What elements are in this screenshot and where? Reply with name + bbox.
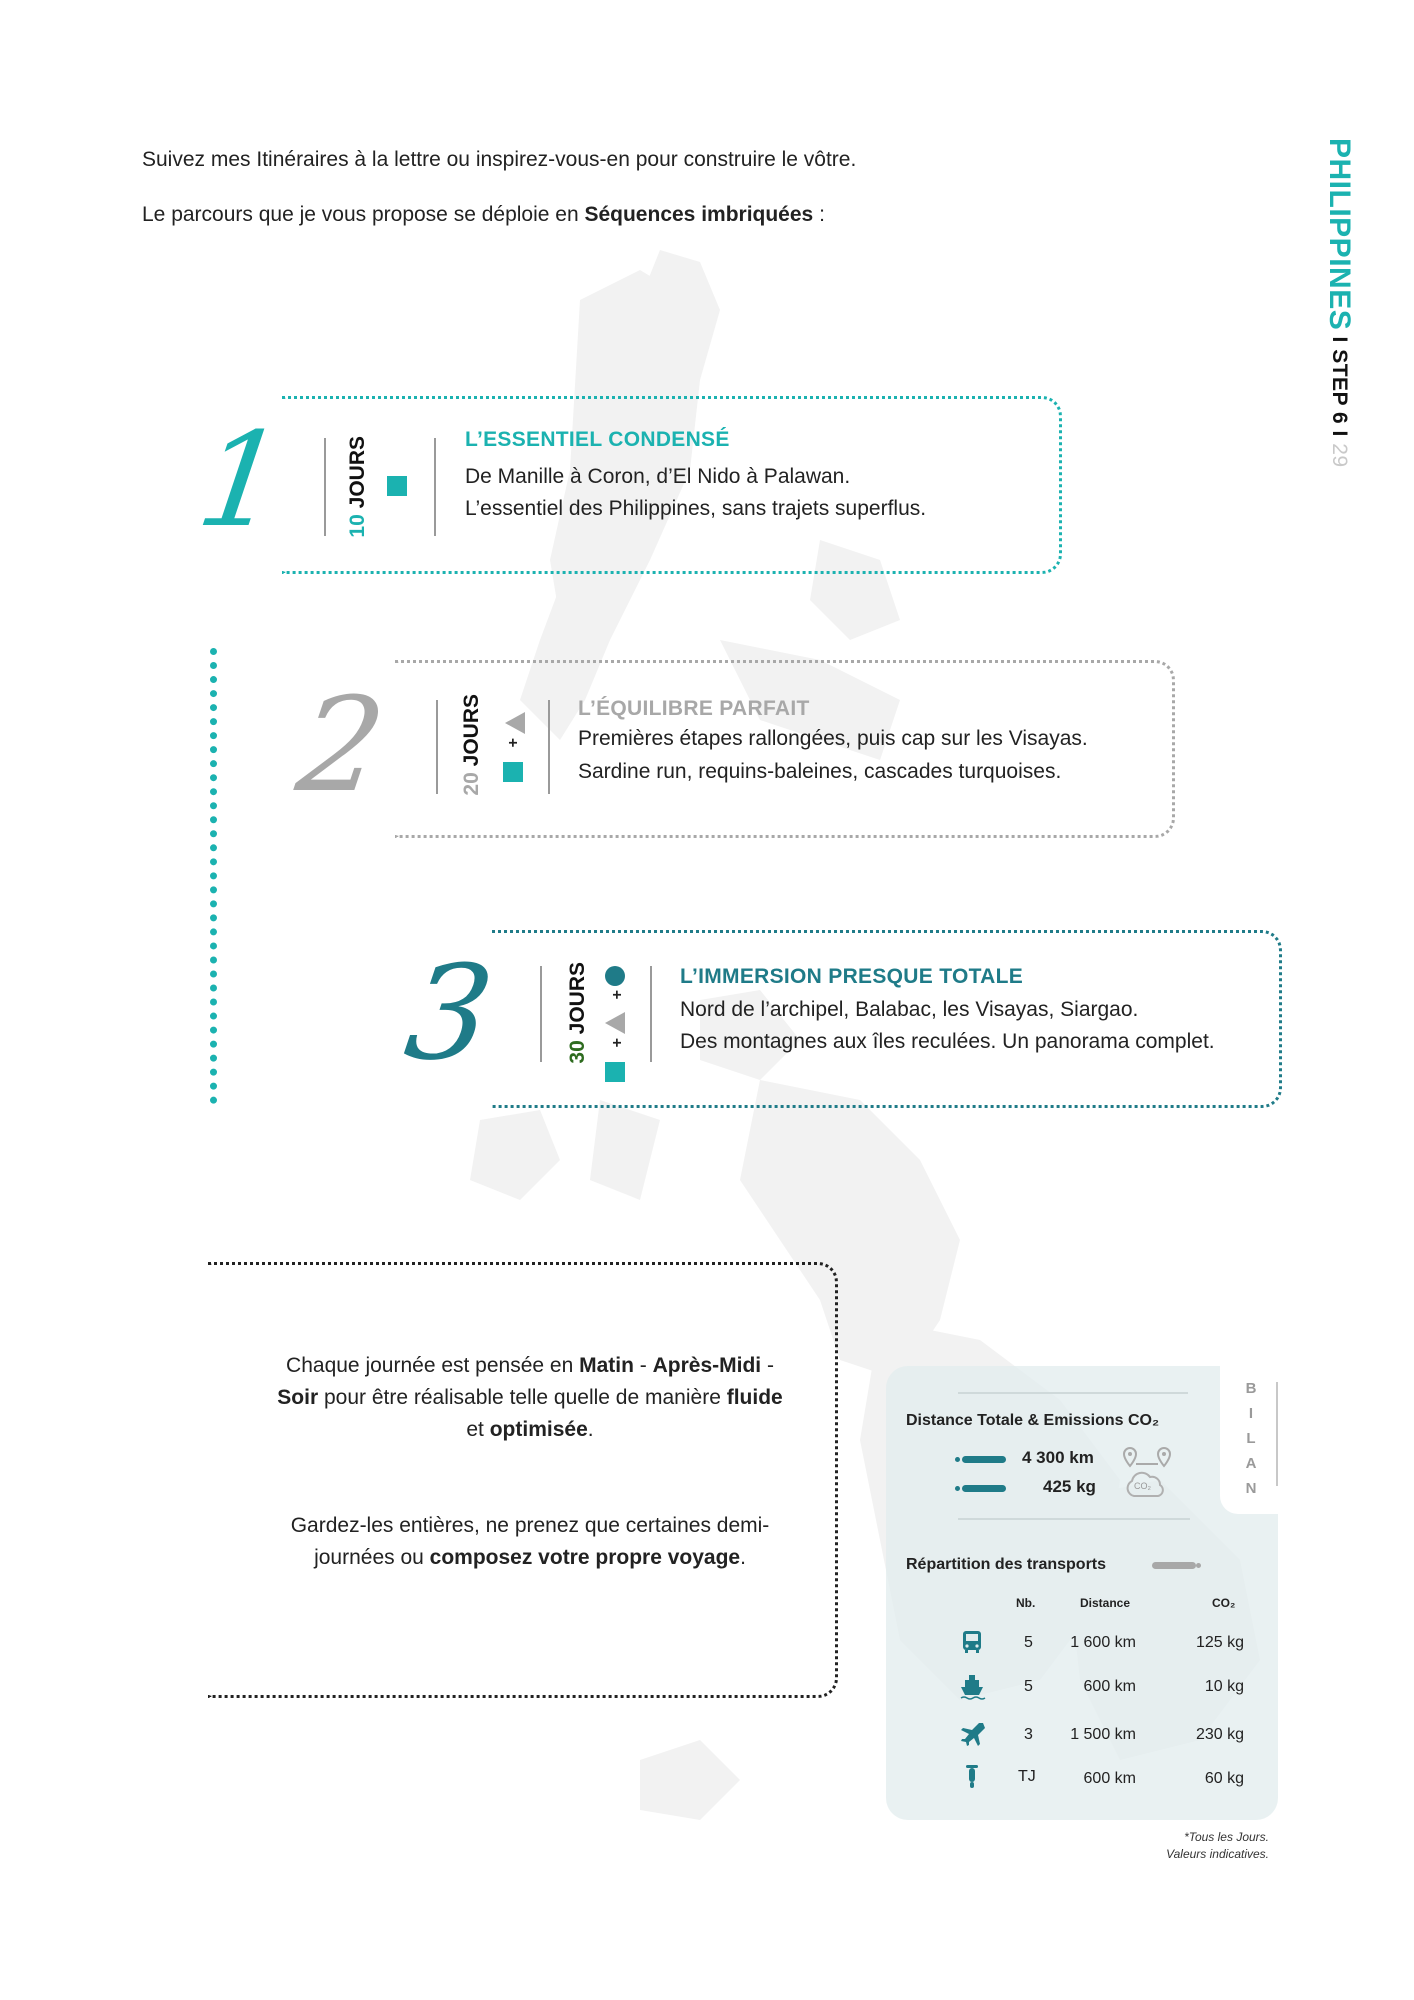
sequence-1-line-1: De Manille à Coron, d’El Nido à Palawan. (465, 465, 851, 488)
bullet-dot (1196, 1563, 1201, 1568)
row-distance: 600 km (1083, 1678, 1136, 1695)
bilan-letter: B (1245, 1380, 1257, 1397)
row-distance: 1 500 km (1070, 1726, 1136, 1743)
sequence-2-numeral: 2 (289, 669, 394, 821)
row-nb: TJ (1018, 1768, 1036, 1785)
sequence-3-title: L’IMMERSION PRESQUE TOTALE (680, 965, 1024, 988)
scooter-icon (958, 1762, 986, 1790)
row-distance: 1 600 km (1070, 1634, 1136, 1651)
sequence-2-divider-left (436, 700, 438, 794)
header-distance: Distance (1080, 1596, 1131, 1610)
plane-icon (958, 1720, 986, 1748)
sequence-connector (210, 648, 218, 1104)
row-co2: 230 kg (1195, 1726, 1244, 1743)
footnote-2: Valeurs indicatives. (1166, 1847, 1269, 1861)
triangle-icon (505, 712, 525, 734)
emissions-bar (962, 1485, 1006, 1492)
header-nb: Nb. (1016, 1596, 1036, 1610)
info-paragraph-1 (270, 1350, 790, 1446)
bilan-separator (958, 1518, 1190, 1520)
sequence-1-divider-left (324, 438, 326, 536)
bilan-letter: A (1245, 1455, 1257, 1472)
intro-line-2-bold: Séquences imbriquées (584, 203, 814, 226)
intro-line-2-post: : (813, 203, 825, 226)
bilan-separator (958, 1392, 1188, 1394)
info-text: et (466, 1418, 490, 1441)
footnote-1: *Tous les Jours. (1184, 1830, 1269, 1844)
side-header-page: 29 (1328, 443, 1351, 468)
sequence-2-line-1: Premières étapes rallongées, puis cap sur les Visayas. (578, 727, 1088, 750)
bilan-letter: I (1248, 1405, 1254, 1422)
sequence-1-line-2: L’essentiel des Philippines, sans trajets superflus. (465, 497, 927, 520)
triangle-icon (605, 1012, 625, 1034)
bilan-letter: N (1245, 1480, 1257, 1497)
sequence-1-divider-right (434, 438, 436, 536)
bilan-label (1244, 1376, 1258, 1501)
sequence-1-days (346, 436, 370, 538)
sequence-3-line-1: Nord de l’archipel, Balabac, les Visayas, Siargao. (680, 998, 1139, 1021)
plus-sign: + (609, 1038, 626, 1048)
bilan-emissions-total: 425 kg (1043, 1477, 1096, 1496)
sequence-3-days-word: JOURS (566, 962, 589, 1035)
bilan-transport-title: Répartition des transports (906, 1556, 1107, 1573)
bullet-dot (955, 1457, 960, 1462)
bilan-totals-title: Distance Totale & Emissions CO₂ (906, 1412, 1160, 1429)
info-bold: Matin (579, 1354, 634, 1377)
sequence-3-divider-left (540, 966, 542, 1062)
sequence-3-line-2: Des montagnes aux îles reculées. Un panorama complet. (680, 1030, 1215, 1053)
info-text: Chaque journée est pensée en (286, 1354, 580, 1377)
square-icon (503, 762, 523, 782)
square-icon (605, 1062, 625, 1082)
bus-icon (958, 1628, 986, 1656)
sequence-2-divider-right (548, 700, 550, 794)
plus-sign: + (505, 738, 522, 748)
distance-bar (962, 1456, 1006, 1463)
boat-icon (958, 1672, 986, 1700)
info-text: . (740, 1546, 746, 1569)
intro-line-2-pre: Le parcours que je vous propose se déploie en (142, 203, 585, 226)
side-header (1322, 138, 1356, 468)
row-nb: 3 (1024, 1726, 1033, 1743)
info-paragraph-2 (270, 1510, 790, 1574)
header-co2: CO₂ (1212, 1596, 1236, 1610)
circle-icon (605, 966, 625, 986)
bilan-letter: L (1246, 1430, 1256, 1447)
route-pin-icon (1122, 1446, 1174, 1470)
info-text: Gardez-les entières, ne prenez que certaines demi-journées ou (290, 1514, 770, 1569)
bilan-tab-line (1276, 1382, 1278, 1486)
info-bold: fluide (726, 1386, 783, 1409)
bilan-distance-total: 4 300 km (1022, 1448, 1094, 1467)
info-bold: optimisée (489, 1418, 588, 1441)
sequence-2-title: L’ÉQUILIBRE PARFAIT (578, 697, 810, 720)
row-distance: 600 km (1083, 1770, 1136, 1787)
square-icon (387, 476, 407, 496)
row-nb: 5 (1024, 1634, 1033, 1651)
info-box (208, 1262, 838, 1698)
side-header-country: PHILIPPINES (1323, 138, 1356, 331)
sequence-3-numeral: 3 (397, 937, 502, 1089)
info-text: . (587, 1418, 594, 1441)
plus-sign: + (609, 990, 626, 1000)
info-text: - (761, 1354, 774, 1377)
info-bold: composez votre propre voyage (429, 1546, 741, 1569)
info-bold: Après-Midi (652, 1354, 762, 1377)
info-bold: Soir (277, 1386, 319, 1409)
bullet-dot (955, 1486, 960, 1491)
sequence-1-days-word: JOURS (346, 436, 369, 509)
row-co2: 125 kg (1195, 1634, 1244, 1651)
sequence-3-days-num: 30 (566, 1040, 589, 1064)
row-co2: 10 kg (1204, 1678, 1244, 1695)
sequence-2-line-2: Sardine run, requins-baleines, cascades turquoises. (578, 760, 1062, 783)
intro-line-2 (142, 203, 825, 227)
intro-line-1: Suivez mes Itinéraires à la lettre ou inspirez-vous-en pour construire le vôtre. (142, 148, 857, 171)
sequence-1-numeral: 1 (189, 404, 294, 556)
transport-bar (1152, 1562, 1196, 1569)
sequence-2-days-word: JOURS (460, 694, 483, 767)
sequence-2-days-num: 20 (460, 772, 483, 796)
sequence-3-days (566, 962, 590, 1064)
side-header-step: I STEP 6 I (1328, 330, 1351, 444)
sequence-2-days (460, 694, 484, 796)
co2-badge: CO₂ (1134, 1481, 1151, 1491)
row-co2: 60 kg (1204, 1770, 1244, 1787)
row-nb: 5 (1024, 1678, 1033, 1695)
info-text: - (633, 1354, 653, 1377)
sequence-1-title: L’ESSENTIEL CONDENSÉ (465, 428, 730, 451)
sequence-1-days-num: 10 (346, 514, 369, 538)
sequence-3-divider-right (650, 966, 652, 1062)
info-text: pour être réalisable telle quelle de manière (318, 1386, 727, 1409)
